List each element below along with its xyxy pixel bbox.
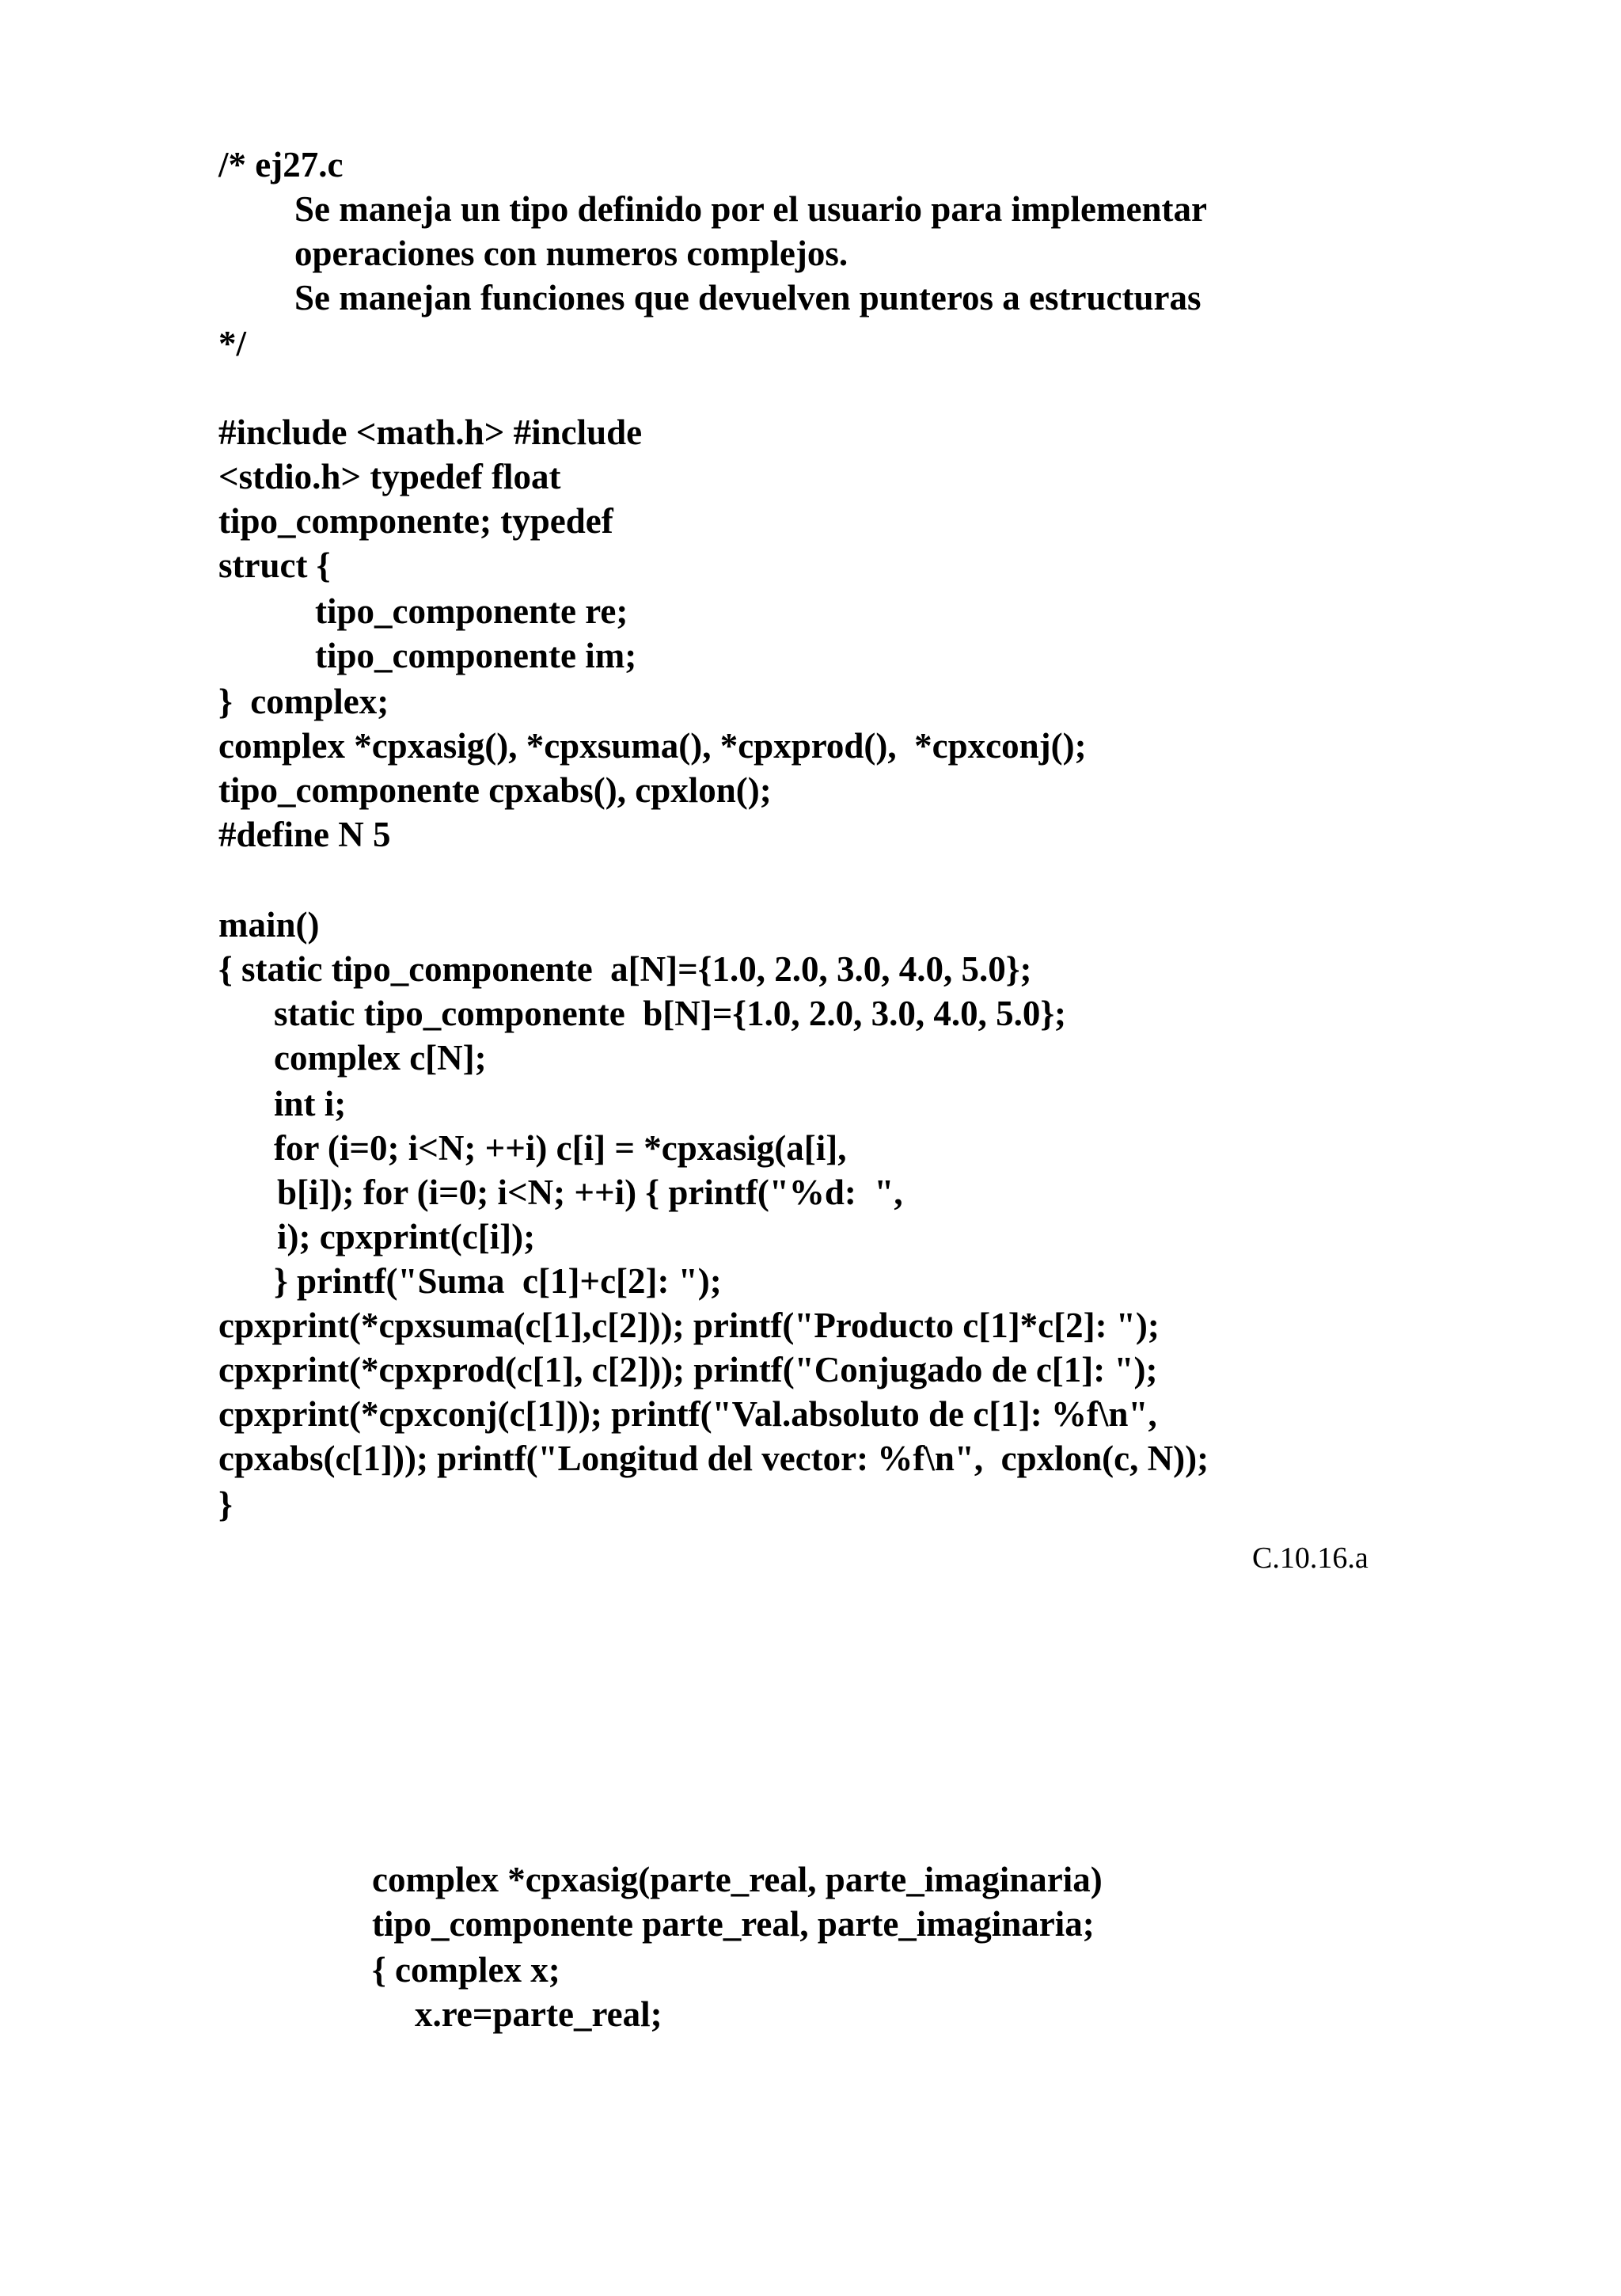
code-line-cpxconj: cpxprint(*cpxconj(c[1])); printf("Val.absoluto de c[1]: %f\n", [218,1394,1157,1434]
code-line-field-re: tipo_componente re; [315,591,628,631]
code-line-cpxabs: cpxabs(c[1])); printf("Longitud del vector: %f\n", cpxlon(c, N)); [218,1439,1209,1478]
code-line-main-close: } [218,1484,233,1524]
code-line-cpxasig-assign-re: x.re=parte_real; [415,1994,662,2034]
code-line-comment-2: operaciones con numeros complejos. [294,234,848,273]
code-line-main: main() [218,905,320,945]
code-line-complex-close: } complex; [218,682,389,721]
code-line-cpxasig-signature: complex *cpxasig(parte_real, parte_imaginaria) [372,1860,1103,1899]
code-line-declarations: complex *cpxasig(), *cpxsuma(), *cpxprod(), *cpxconj(); [218,726,1087,766]
code-line-field-im: tipo_componente im; [315,636,637,675]
code-line-printf-suma: } printf("Suma c[1]+c[2]: "); [274,1261,722,1301]
code-line-comment-3: Se manejan funciones que devuelven punteros a estructuras [294,278,1202,317]
code-line-comment-close: */ [218,324,247,363]
code-line-include: #include <math.h> #include [218,412,643,452]
code-line-static-b: static tipo_componente b[N]={1.0, 2.0, 3.0, 4.0, 5.0}; [274,994,1067,1033]
code-line-typedef: tipo_componente; typedef [218,501,613,541]
code-line-static-a: { static tipo_componente a[N]={1.0, 2.0, 3.0, 4.0, 5.0}; [218,949,1032,989]
code-line-struct: struct { [218,545,331,585]
code-line-for-2: b[i]); for (i=0; i<N; ++i) { printf("%d: ", [277,1173,903,1212]
code-line-complex-c: complex c[N]; [274,1038,487,1078]
code-line-for-1: for (i=0; i<N; ++i) c[i] = *cpxasig(a[i], [274,1128,847,1168]
code-line-cpxsuma: cpxprint(*cpxsuma(c[1],c[2])); printf("Producto c[1]*c[2]: "); [218,1306,1160,1345]
code-line-stdio: <stdio.h> typedef float [218,457,561,496]
code-line-cpxprint: i); cpxprint(c[i]); [277,1217,536,1256]
code-line-cpxprod: cpxprint(*cpxprod(c[1], c[2])); printf("Conjugado de c[1]: "); [218,1350,1158,1389]
code-line-comment-1: Se maneja un tipo definido por el usuario para implementar [294,189,1207,229]
code-line-cpxasig-local: { complex x; [372,1950,560,1990]
code-line-cpxasig-params: tipo_componente parte_real, parte_imaginaria; [372,1904,1095,1944]
code-line-abs-lon: tipo_componente cpxabs(), cpxlon(); [218,770,772,810]
code-line-define: #define N 5 [218,815,391,854]
code-line-int-i: int i; [274,1084,347,1123]
page-code: C.10.16.a [1252,1541,1369,1575]
code-line-comment-open: /* ej27.c [218,145,344,184]
